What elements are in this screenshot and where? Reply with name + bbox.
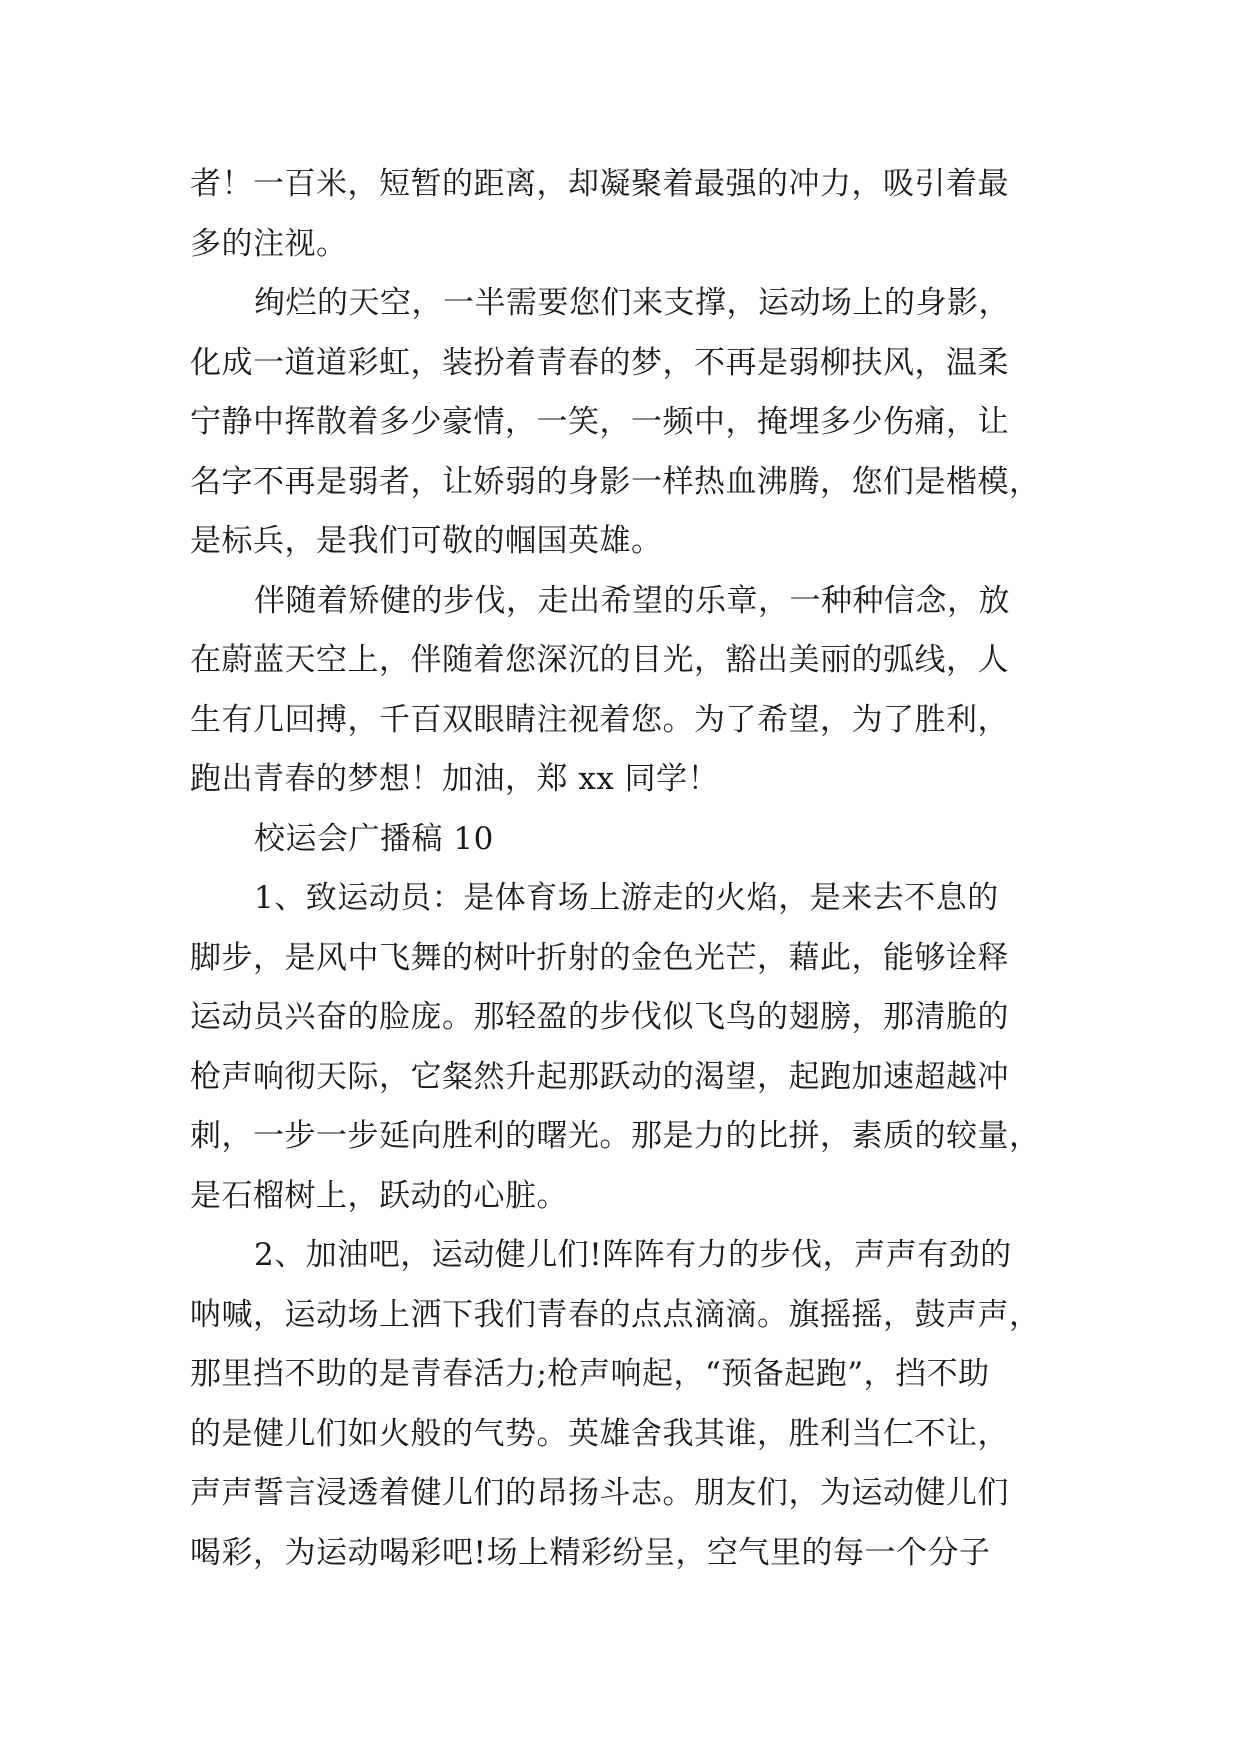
text-line: 跑出青春的梦想！加油，郑 xx 同学！ <box>190 761 720 797</box>
text-line: 绚烂的天空，一半需要您们来支撑，运动场上的身影， <box>254 285 1010 321</box>
text-line: 校运会广播稿 10 <box>254 820 494 857</box>
text-line: 在蔚蓝天空上，伴随着您深沉的目光，豁出美丽的弧线，人 <box>190 642 1009 678</box>
text-line: 运动员兴奋的脸庞。那轻盈的步伐似飞鸟的翅膀，那清脆的 <box>190 999 1009 1035</box>
text-line: 伴随着矫健的步伐，走出希望的乐章，一种种信念，放 <box>254 582 1010 619</box>
text-line: 宁静中挥散着多少豪情，一笑，一频中，掩埋多少伤痛，让 <box>190 404 1009 440</box>
text-line: 1、致运动员：是体育场上游走的火焰，是来去不息的 <box>254 880 999 916</box>
document-body <box>190 155 1070 1583</box>
text-line: 是标兵，是我们可敬的帼国英雄。 <box>190 523 663 559</box>
text-line: 名字不再是弱者，让娇弱的身影一样热血沸腾，您们是楷模， <box>190 463 1041 500</box>
text-line: 化成一道道彩虹，装扮着青春的梦，不再是弱柳扶风，温柔 <box>190 344 1009 381</box>
text-line: 喝彩，为运动喝彩吧!场上精彩纷呈，空气里的每一个分子 <box>190 1534 991 1571</box>
text-line: 那里挡不助的是青春活力;枪声响起，“预备起跑”，挡不助 <box>190 1356 990 1392</box>
text-line: 是石榴树上，跃动的心脏。 <box>190 1177 568 1214</box>
text-line: 2、加油吧，运动健儿们!阵阵有力的步伐，声声有劲的 <box>254 1237 1012 1273</box>
text-line: 呐喊，运动场上洒下我们青春的点点滴滴。旗摇摇，鼓声声， <box>190 1296 1041 1333</box>
text-line: 刺，一步一步延向胜利的曙光。那是力的比拼，素质的较量， <box>190 1118 1041 1154</box>
text-line: 的是健儿们如火般的气势。英雄舍我其谁，胜利当仁不让， <box>190 1415 1009 1452</box>
text-line: 枪声响彻天际，它粲然升起那跃动的渴望，起跑加速超越冲 <box>190 1058 1009 1095</box>
text-line: 者！一百米，短暂的距离，却凝聚着最强的冲力，吸引着最 <box>190 166 1009 202</box>
text-line: 声声誓言浸透着健儿们的昂扬斗志。朋友们，为运动健儿们 <box>190 1475 1009 1511</box>
text-line: 生有几回搏，千百双眼睛注视着您。为了希望，为了胜利， <box>190 701 1009 738</box>
text-line: 脚步，是风中飞舞的树叶折射的金色光芒，藉此，能够诠释 <box>190 939 1009 976</box>
text-line: 多的注视。 <box>190 225 348 262</box>
